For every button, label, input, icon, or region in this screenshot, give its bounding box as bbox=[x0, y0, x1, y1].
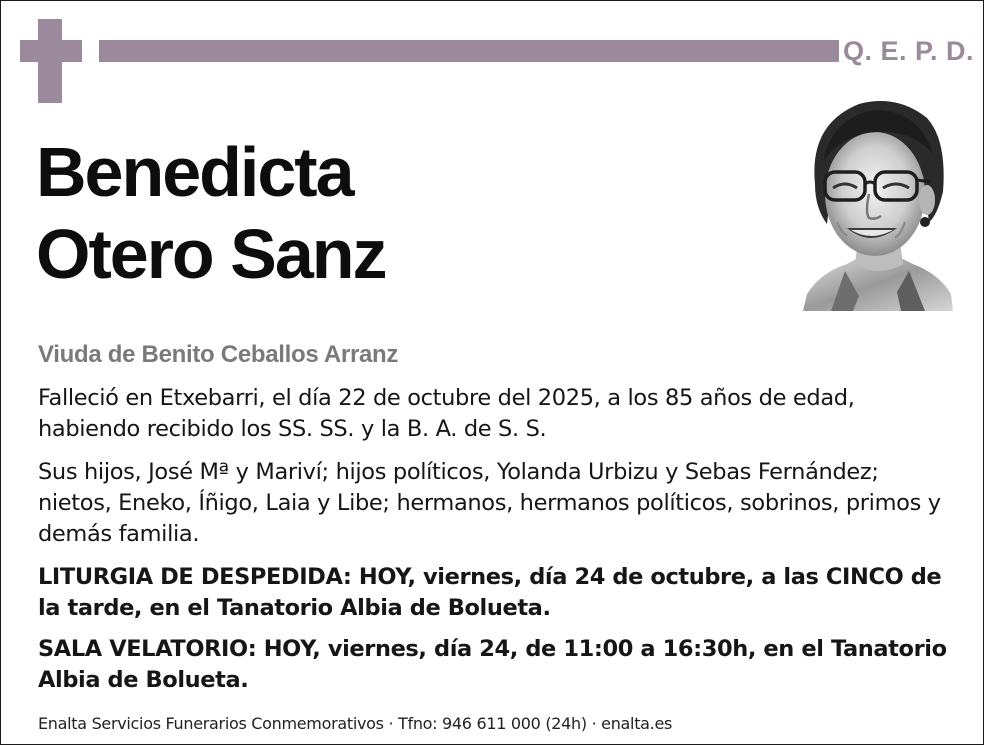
wake-paragraph: SALA VELATORIO: HOY, viernes, día 24, de 11:00 a 16:30h, en el Tanatorio Albia de Bolueta. bbox=[38, 636, 947, 693]
deceased-name bbox=[36, 131, 386, 295]
liturgy-paragraph: LITURGIA DE DESPEDIDA: HOY, viernes, día 24 de octubre, a las CINCO de la tarde, en el Tanatorio Albia de Bolueta. bbox=[38, 564, 942, 621]
cross-horizontal-bar bbox=[20, 40, 82, 62]
widow-of-line: Viuda de Benito Ceballos Arranz bbox=[38, 341, 399, 368]
death-notice-paragraph: Falleció en Etxebarri, el día 22 de octubre del 2025, a los 85 años de edad, habiendo recibido los SS. SS. y la B. A. de S. S. bbox=[38, 385, 855, 442]
deceased-first-name: Benedicta bbox=[36, 133, 353, 211]
portrait-photo bbox=[801, 96, 953, 311]
family-paragraph: Sus hijos, José Mª y Mariví; hijos políticos, Yolanda Urbizu y Sebas Fernández; nietos, Eneko, Íñigo, Laia y Libe; hermanos, hermanos políticos, sobrinos, primos y demás familia. bbox=[38, 459, 941, 547]
funeral-home-footer: Enalta Servicios Funerarios Conmemorativos · Tfno: 946 611 000 (24h) · enalta.es bbox=[38, 714, 673, 733]
qepd-label: Q. E. P. D. bbox=[843, 36, 975, 66]
deceased-surnames: Otero Sanz bbox=[36, 215, 386, 293]
header-rule bbox=[99, 40, 839, 62]
